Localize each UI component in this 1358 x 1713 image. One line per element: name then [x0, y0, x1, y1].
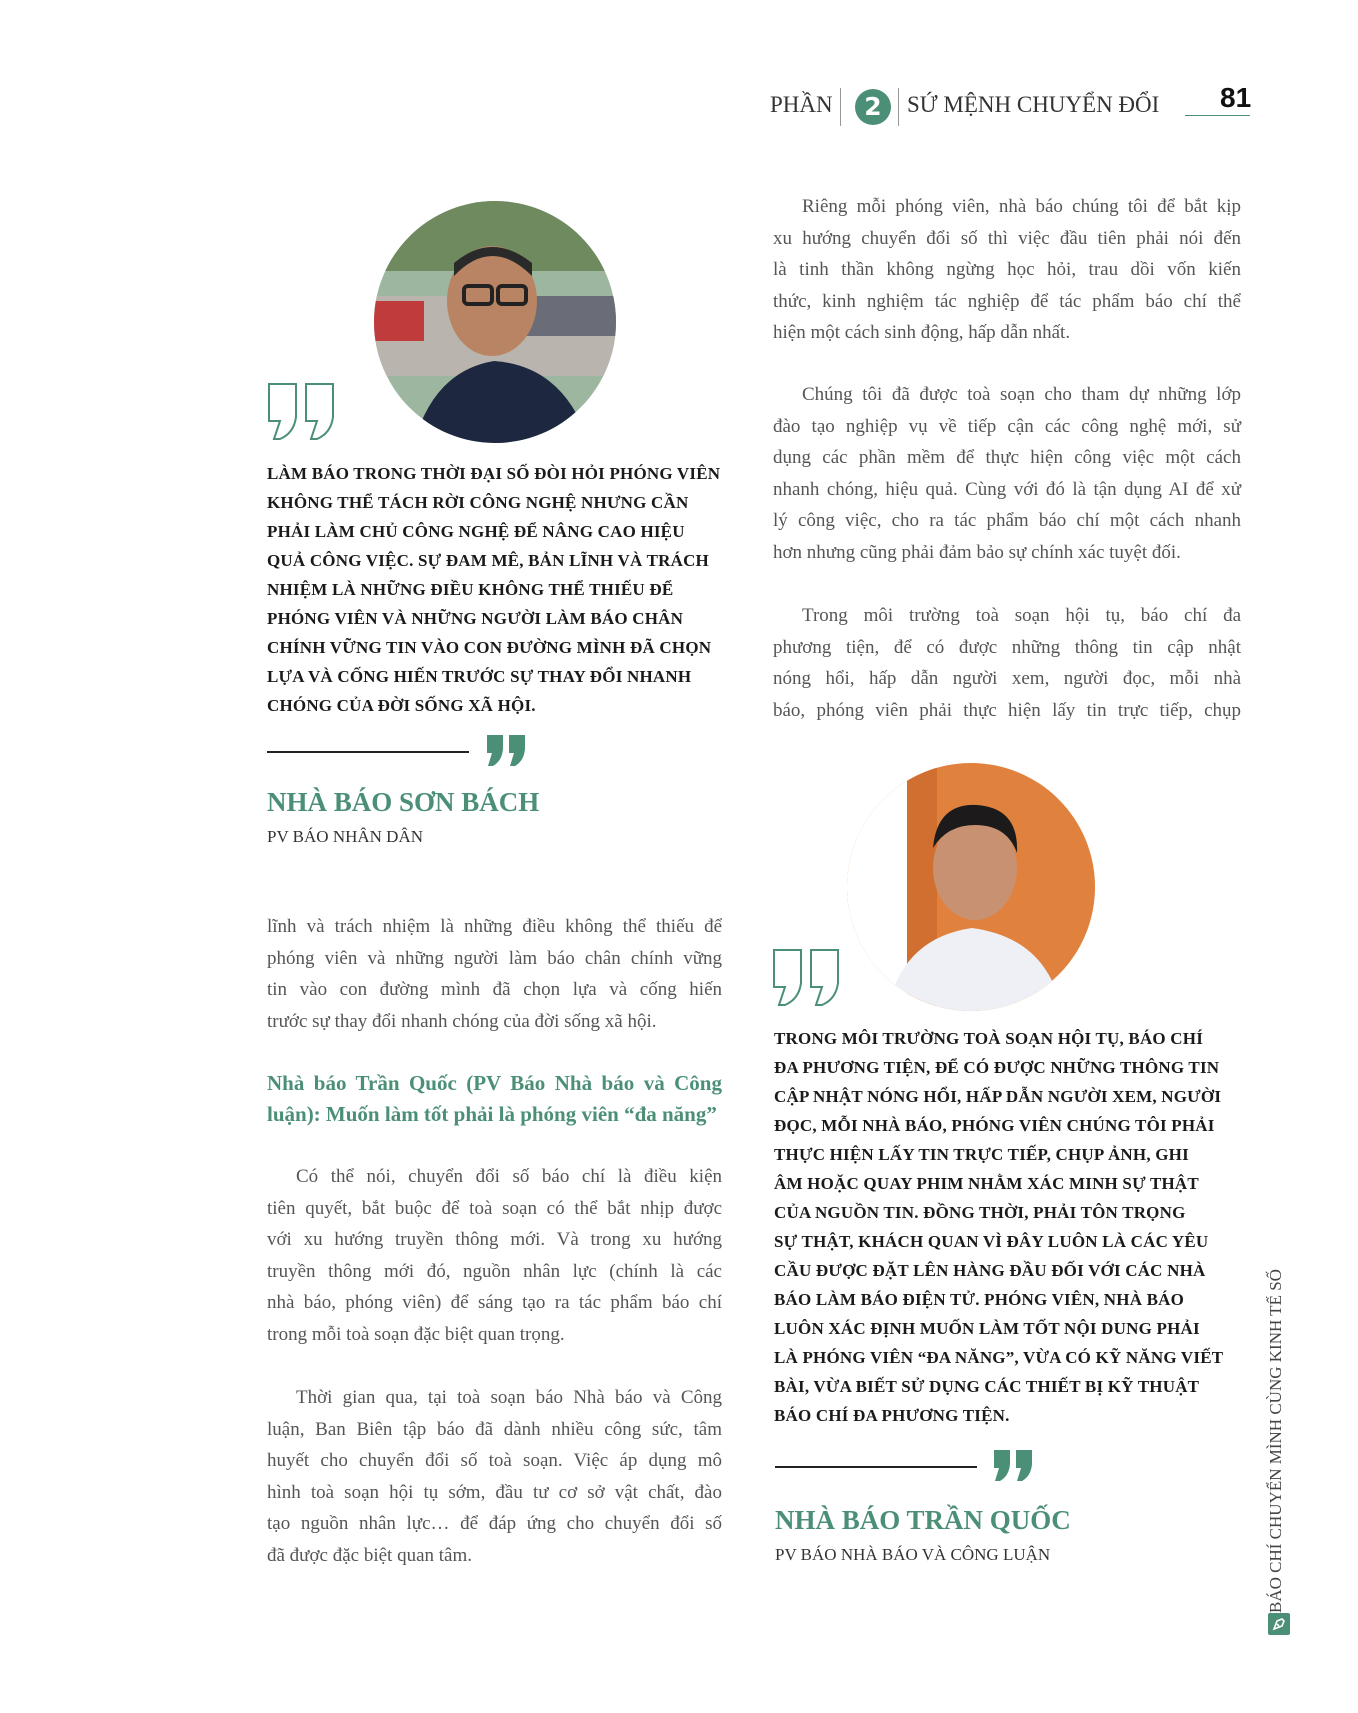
page-number: 81: [1220, 82, 1252, 113]
body-line: Có thể nói, chuyển đổi số báo chí là điều kiện: [296, 1166, 722, 1187]
close-quote-icon: [486, 735, 528, 767]
book-title-vertical: [1262, 1269, 1292, 1613]
author-name: NHÀ BÁO SƠN BÁCH: [267, 787, 540, 817]
body-line: Trong môi trường toà soạn hội tụ, báo chí đa: [802, 605, 1241, 626]
body-line: xu hướng chuyển đổi số thì việc đầu tiên phải nói đến: [773, 227, 1241, 249]
body-line: trước sự thay đổi nhanh chóng của đời sống xã hội.: [267, 1010, 657, 1032]
body-line: lý công việc, cho ra tác phẩm báo chí một cách nhanh: [773, 510, 1241, 531]
body-line: trong mỗi toà soạn đặc biệt quan trọng.: [267, 1323, 565, 1345]
section-title: SỨ MỆNH CHUYỂN ĐỔI: [907, 92, 1160, 117]
quote-block: [267, 459, 737, 720]
author-role: PV BÁO NHÂN DÂN: [267, 827, 424, 846]
quote-line: QUẢ CÔNG VIỆC. SỰ ĐAM MÊ, BẢN LĨNH VÀ TRÁCH: [267, 551, 709, 570]
body-line: luận, Ban Biên tập báo đã dành nhiều công sức, tâm: [267, 1418, 722, 1440]
quote-line: PHẢI LÀM CHỦ CÔNG NGHỆ ĐỂ NÂNG CAO HIỆU: [267, 522, 685, 541]
quote-line: CẬP NHẬT NÓNG HỔI, HẤP DẪN NGƯỜI XEM, NGƯỜI: [774, 1087, 1222, 1106]
body-line: tin vào con đường mình đã chọn lựa và cống hiến: [267, 979, 722, 1000]
body-block: [773, 191, 1241, 349]
body-line: phương tiện, để có được những thông tin cập nhật: [773, 636, 1241, 658]
quote-divider: [775, 1466, 977, 1468]
open-quote-icon: [266, 381, 338, 443]
body-line: dụng các phần mềm để thực hiện công việc một cách: [773, 447, 1241, 468]
body-line: hơn nhưng cũng phải đảm bảo sự chính xác tuyệt đối.: [773, 541, 1181, 563]
body-block: [267, 1161, 722, 1350]
body-line: đào tạo nghiệp vụ về tiếp cận các công nghệ mới, sử: [773, 415, 1241, 437]
quote-line: CỦA NGUỒN TIN. ĐỒNG THỜI, PHẢI TÔN TRỌNG: [774, 1203, 1186, 1222]
quote-line: LÀ PHÓNG VIÊN “ĐA NĂNG”, VỪA CÓ KỸ NĂNG VIẾT: [774, 1348, 1224, 1367]
page-number-underline: [1185, 115, 1250, 116]
body-line: Riêng mỗi phóng viên, nhà báo chúng tôi để bắt kịp: [802, 196, 1241, 217]
divider: [840, 88, 841, 126]
body-line: lĩnh và trách nhiệm là những điều không thể thiếu để: [267, 916, 722, 937]
body-line: hiện một cách sinh động, hấp dẫn nhất.: [773, 322, 1071, 343]
quote-line: PHÓNG VIÊN VÀ NHỮNG NGƯỜI LÀM BÁO CHÂN: [267, 609, 684, 628]
quote-line: THỰC HIỆN LẤY TIN TRỰC TIẾP, CHỤP ẢNH, GHI: [774, 1145, 1189, 1164]
body-line: Thời gian qua, tại toà soạn báo Nhà báo và Công: [296, 1387, 722, 1408]
quote-line: CHÍNH VỮNG TIN VÀO CON ĐƯỜNG MÌNH ĐÃ CHỌN: [267, 638, 712, 657]
body-line: là tinh thần không ngừng học hỏi, trau dồi vốn kiến: [773, 259, 1241, 280]
body-line: nhanh chóng, hiệu quả. Cùng với đó là tận dụng AI để xử: [773, 478, 1241, 500]
body-line: huyết cho chuyển đổi số toà soạn. Việc áp dụng mô: [267, 1450, 722, 1471]
divider: [898, 88, 899, 126]
body-line: tạo nguồn nhân lực… để đáp ứng cho chuyển đổi số: [267, 1513, 722, 1534]
quote-line: BÁO CHÍ ĐA PHƯƠNG TIỆN.: [774, 1406, 1010, 1425]
body-line: hình toà soạn hội tụ sớm, đầu tư cơ sở vật chất, đào: [267, 1481, 722, 1503]
quote-line: LUÔN XÁC ĐỊNH MUỐN LÀM TỐT NỘI DUNG PHẢI: [774, 1319, 1200, 1338]
quote-line: CHÓNG CỦA ĐỜI SỐNG XÃ HỘI.: [267, 696, 536, 715]
quote-line: BÁO LÀM BÁO ĐIỆN TỬ. PHÓNG VIÊN, NHÀ BÁO: [774, 1290, 1185, 1309]
quote-line: LÀM BÁO TRONG THỜI ĐẠI SỐ ĐÒI HỎI PHÓNG VIÊN: [267, 464, 721, 483]
part-label: PHẦN: [770, 92, 833, 117]
book-title: BÁO CHÍ CHUYỂN MÌNH CÙNG KINH TẾ SỐ: [1266, 1269, 1285, 1613]
quote-divider: [267, 751, 469, 753]
quote-line: ĐỌC, MỖI NHÀ BÁO, PHÓNG VIÊN CHÚNG TÔI PHẢI: [774, 1116, 1215, 1135]
portrait-photo-son-bach: [374, 201, 616, 443]
body-line: tiên quyết, bắt buộc để toà soạn có thể bắt nhịp được: [267, 1197, 722, 1219]
quote-line: ĐA PHƯƠNG TIỆN, ĐỂ CÓ ĐƯỢC NHỮNG THÔNG TIN: [774, 1058, 1220, 1077]
quote-line: BÀI, VỪA BIẾT SỬ DỤNG CÁC THIẾT BỊ KỸ THUẬT: [774, 1377, 1200, 1396]
body-line: nhà báo, phóng viên) để sáng tạo ra tác phẩm báo chí: [267, 1292, 722, 1313]
quote-line: LỰA VÀ CỐNG HIẾN TRƯỚC SỰ THAY ĐỔI NHANH: [267, 667, 692, 686]
author-role: PV BÁO NHÀ BÁO VÀ CÔNG LUẬN: [775, 1545, 1051, 1564]
body-block: [773, 600, 1241, 726]
pen-nib-icon: [1268, 1613, 1290, 1635]
body-line: với xu hướng truyền thông mới. Và trong xu hướng: [267, 1229, 722, 1250]
portrait-photo-tran-quoc: [847, 763, 1095, 1011]
author-name: NHÀ BÁO TRẦN QUỐC: [775, 1505, 1071, 1535]
quote-line: CẦU ĐƯỢC ĐẶT LÊN HÀNG ĐẦU ĐỐI VỚI CÁC NHÀ: [774, 1261, 1206, 1280]
quote-line: NHIỆM LÀ NHỮNG ĐIỀU KHÔNG THỂ THIẾU ĐỂ: [267, 580, 674, 599]
quote-line: TRONG MÔI TRƯỜNG TOÀ SOẠN HỘI TỤ, BÁO CHÍ: [774, 1029, 1204, 1048]
quote-line: ÂM HOẶC QUAY PHIM NHẰM XÁC MINH SỰ THẬT: [774, 1174, 1199, 1193]
body-line: truyền thông mới đó, nguồn nhân lực (chính là các: [267, 1260, 722, 1282]
body-block: [267, 911, 722, 1037]
body-block: [267, 1382, 722, 1571]
subheading-block: [267, 1068, 722, 1130]
quote-line: SỰ THẬT, KHÁCH QUAN VÌ ĐÂY LUÔN LÀ CÁC YÊU: [774, 1232, 1209, 1251]
body-line: báo, phóng viên phải thực hiện lấy tin trực tiếp, chụp: [773, 699, 1241, 721]
open-quote-icon: [771, 947, 843, 1009]
body-block: [773, 379, 1241, 568]
body-line: thức, kinh nghiệm tác nghiệp để tác phẩm báo chí thể: [773, 290, 1241, 312]
body-line: phóng viên và những người làm báo chân chính vững: [267, 947, 722, 969]
close-quote-icon: [993, 1450, 1035, 1482]
body-line: đã được đặc biệt quan tâm.: [267, 1544, 472, 1566]
quote-line: KHÔNG THỂ TÁCH RỜI CÔNG NGHỆ NHƯNG CẦN: [267, 493, 689, 512]
body-line: nóng hổi, hấp dẫn người xem, người đọc, mỗi nhà: [773, 668, 1241, 689]
part-number-badge: 2: [855, 89, 891, 125]
body-line: Chúng tôi đã được toà soạn cho tham dự những lớp: [802, 384, 1241, 405]
quote-block: [774, 1024, 1244, 1430]
subheading-line: luận): Muốn làm tốt phải là phóng viên “đa năng”: [267, 1102, 717, 1126]
subheading-line: Nhà báo Trần Quốc (PV Báo Nhà báo và Công: [267, 1071, 722, 1095]
